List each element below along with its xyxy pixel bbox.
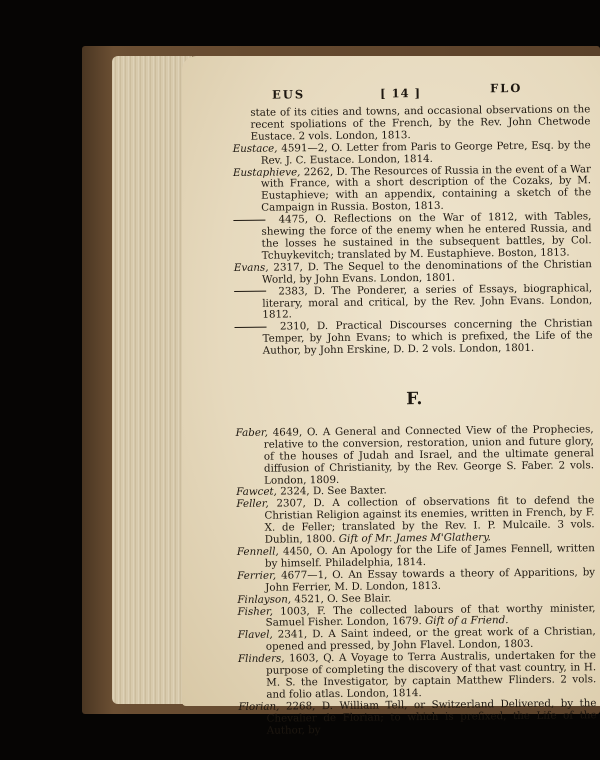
entry-text: 2310, D. Practical Discourses concerning the Christian Temper, by John Evans; to which is prefixed, the Life of the Author, by John Erskine, D. D. 2 vols. London, 1801.: [262, 317, 593, 357]
catalog-entry: [236, 424, 595, 487]
entry-author: Florian,: [238, 700, 280, 713]
catalog-entry: [233, 211, 591, 262]
entry-text: 4677—1, O. An Essay towards a theory of Apparitions, by John Ferrier, M. D. London, 1813.: [265, 566, 596, 594]
page-text: [232, 80, 597, 737]
entry-text: 2307, D. A collection of observations fit to defend the Christian Religion against its enemies, written in French, by F. X. de Feller; translated by the Rev. I. P. Mulcaile. 3 vols. Dublin, 1800.: [264, 494, 595, 546]
entry-text: 4591—2, O. Letter from Paris to George Petre, Esq. by the Rev. J. C. Eustace. London, 1814.: [260, 138, 591, 167]
entry-text: 4649, O. A General and Connected View of the Prophecies, relative to the conversion, restoration, union and future glory, of the houses of Judah and Israel, and the ultimate general diffusion of Christianity, by the Rev. George S. Faber. 2 vols. London, 1809.: [263, 423, 595, 487]
entry-author: Flavel,: [237, 628, 273, 642]
catalog-entry: [238, 698, 596, 737]
entry-gift-note: Gift of a Friend.: [424, 614, 509, 628]
catalog-entry: [234, 319, 592, 358]
catalog-entry: [236, 496, 594, 547]
entry-author: Fawcet,: [236, 486, 277, 499]
entry-author: Finlayson,: [237, 593, 292, 606]
entry-author: Fisher,: [237, 605, 274, 618]
ditto-dash: [233, 219, 265, 220]
page-edges: [112, 56, 192, 704]
catalog-entry: [232, 104, 590, 143]
running-header: [232, 82, 590, 108]
ditto-dash: [235, 326, 267, 327]
entry-text: 4521, O. See Blair.: [294, 591, 392, 605]
ditto-dash: [234, 291, 266, 292]
entry-author: Eustace,: [232, 142, 278, 155]
entry-text: 2324, D. See Baxter.: [280, 484, 387, 498]
entry-text: 2262, D. The Resources of Russia in the event of a War with France, with a short description of the Cozaks, by M. Eustaphieve; with an appendix, containing a sketch of the Campaign in Russia. Boston, 1813.: [260, 162, 592, 214]
entry-author: Faber,: [235, 426, 269, 439]
header-left: EUS: [272, 87, 306, 102]
entry-text: 2268, D. William Tell, or Switzerland Delivered, by the Chevalier de Florian; to which is prefixed, the Life of the Author, by: [266, 696, 597, 737]
page-number: [ 14 ]: [380, 86, 422, 101]
entry-author: Evans,: [233, 261, 269, 274]
entry-author: Feller,: [236, 498, 269, 511]
entry-author: Fennell,: [236, 545, 279, 558]
entry-author: Eustaphieve,: [232, 165, 301, 179]
header-right: FLO: [489, 80, 523, 96]
catalog-entry: [234, 283, 592, 322]
section-heading: F.: [406, 389, 423, 410]
entry-text: 4450, O. An Apology for the Life of James Fennell, written by himself. Philadelphia, 1814.: [264, 542, 595, 570]
entry-text: state of its cities and towns, and occasional observations on the recent spoliations of the French, by the Rev. John Chetwode Eustace. 2 vols. London, 1813.: [250, 103, 591, 143]
entry-author: Ferrier,: [237, 569, 277, 582]
entries-top: [232, 104, 593, 358]
entry-author: Flinders,: [237, 652, 285, 666]
entry-text: 4475, O. Reflections on the War of 1812, with Tables, shewing the force of the enemy when he entered Russia, and the losses he sustained in the subsequent battles, by Col. Tchuykevitch; translated by M. Eustaphieve. Boston, 1813.: [261, 210, 592, 262]
entries-f: [236, 424, 597, 737]
catalog-entry: [238, 650, 596, 701]
entry-text: 2341, D. A Saint indeed, or the great work of a Christian, opened and pressed, by John Flavel. London, 1803.: [265, 625, 596, 653]
entry-text: 2383, D. The Ponderer, a series of Essays, biographical, literary, moral and critical, by the Rev. John Evans. London, 1812.: [262, 281, 593, 322]
entry-text: 2317, D. The Sequel to the denominations of the Christian World, by John Evans. London, 1801.: [261, 258, 592, 286]
entry-text: 1003, F. The collected labours of that worthy minister, Samuel Fisher. London, 1679.: [265, 601, 596, 630]
entry-text: 1603, Q. A Voyage to Terra Australis, undertaken for the purpose of completing the discovery of that vast country, in H. M. S. the Investigator, by captain Matthew Flinders. 2 vols. and folio atlas. London, 1814.: [266, 649, 597, 701]
entry-gift-note: Gift of Mr. James M'Glathery.: [338, 531, 491, 546]
catalog-entry: [233, 164, 591, 215]
